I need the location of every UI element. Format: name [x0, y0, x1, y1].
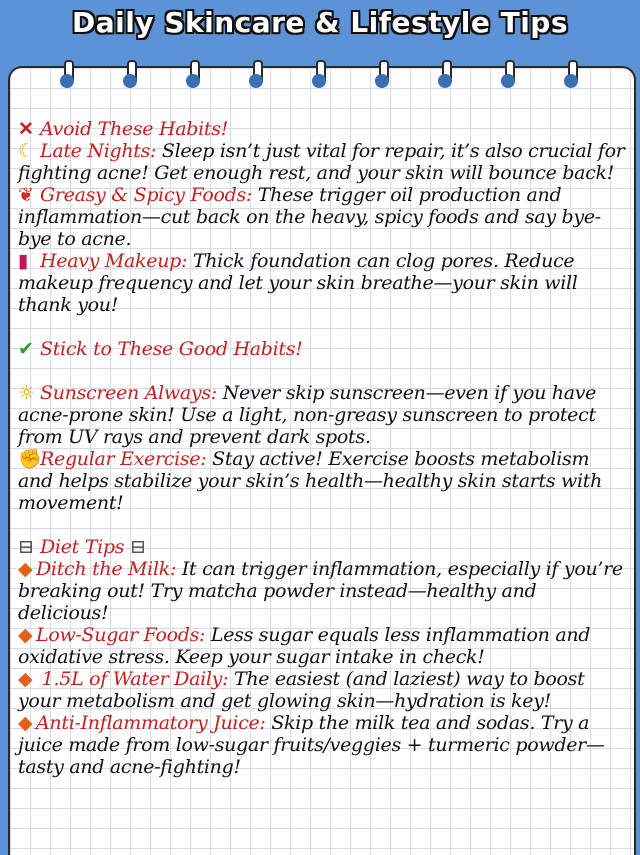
- chili-pepper-icon: ❦: [18, 184, 34, 206]
- section-heading-avoid: ✕ Avoid These Habits!: [18, 118, 229, 140]
- binder-ring: [310, 60, 328, 90]
- tip-anti-inflammatory-juice: ◆ Anti-Inflammatory Juice: Skip the milk tea and sodas. Try a juice made from low-sugar fruits/veggies + turmeric powder—tasty and acne-fighting!: [18, 712, 605, 778]
- binder-ring: [121, 60, 139, 90]
- page-title: Daily Skincare & Lifestyle Tips: [71, 6, 568, 39]
- sun-icon: ☼: [18, 382, 35, 404]
- binder-ring: [373, 60, 391, 90]
- binder-ring: [436, 60, 454, 90]
- binder-ring: [58, 60, 76, 90]
- tip-low-sugar: ◆ Low-Sugar Foods: Less sugar equals less inflammation and oxidative stress. Keep your sugar intake in check!: [18, 624, 591, 668]
- binder-ring: [562, 60, 580, 90]
- binder-rings: [0, 60, 640, 100]
- orange-diamond-icon: ◆: [18, 558, 33, 580]
- tip-ditch-milk: ◆ Ditch the Milk: It can trigger inflammation, especially if you’re breaking out! Try matcha powder instead—healthy and delicious!: [18, 558, 623, 624]
- tip-sunscreen: ☼ Sunscreen Always: Never skip sunscreen—even if you have acne-prone skin! Use a light, non-greasy sunscreen to protect from UV rays and prevent dark spots.: [18, 382, 597, 448]
- food-tray-icon: ⊟: [129, 536, 146, 558]
- binder-ring: [499, 60, 517, 90]
- tip-regular-exercise: ✊Regular Exercise: Stay active! Exercise boosts metabolism and helps stabilize your skin’s health—healthy skin starts with movement!: [18, 448, 603, 514]
- lipstick-icon: ▮: [18, 250, 29, 272]
- check-mark-icon: ✔: [18, 338, 34, 360]
- crescent-moon-icon: ☾: [18, 140, 35, 162]
- tip-late-nights: ☾ Late Nights: Sleep isn’t just vital for repair, it’s also crucial for fighting acne! Get enough rest, and your skin will bounce back!: [18, 140, 625, 184]
- section-heading-diet: ⊟ Diet Tips ⊟: [18, 536, 626, 558]
- cross-mark-icon: ✕: [18, 118, 34, 140]
- orange-diamond-icon: ◆: [18, 712, 33, 734]
- binder-ring: [184, 60, 202, 90]
- section-heading-good: ✔ Stick to These Good Habits!: [18, 338, 303, 360]
- orange-diamond-icon: ◆: [18, 668, 33, 690]
- tip-heavy-makeup: ▮ Heavy Makeup: Thick foundation can clog pores. Reduce makeup frequency and let your skin breathe—your skin will thank you!: [18, 250, 578, 316]
- tips-content: [18, 118, 626, 778]
- binder-ring: [247, 60, 265, 90]
- tip-greasy-spicy-foods: ❦ Greasy & Spicy Foods: These trigger oil production and inflammation—cut back on the heavy, spicy foods and say bye-bye to acne.: [18, 184, 601, 250]
- orange-diamond-icon: ◆: [18, 624, 33, 646]
- food-tray-icon: ⊟: [18, 536, 34, 558]
- tip-water-daily: ◆ 1.5L of Water Daily: The easiest (and laziest) way to boost your metabolism and get glowing skin—hydration is key!: [18, 668, 585, 712]
- flexed-biceps-icon: ✊: [18, 448, 42, 470]
